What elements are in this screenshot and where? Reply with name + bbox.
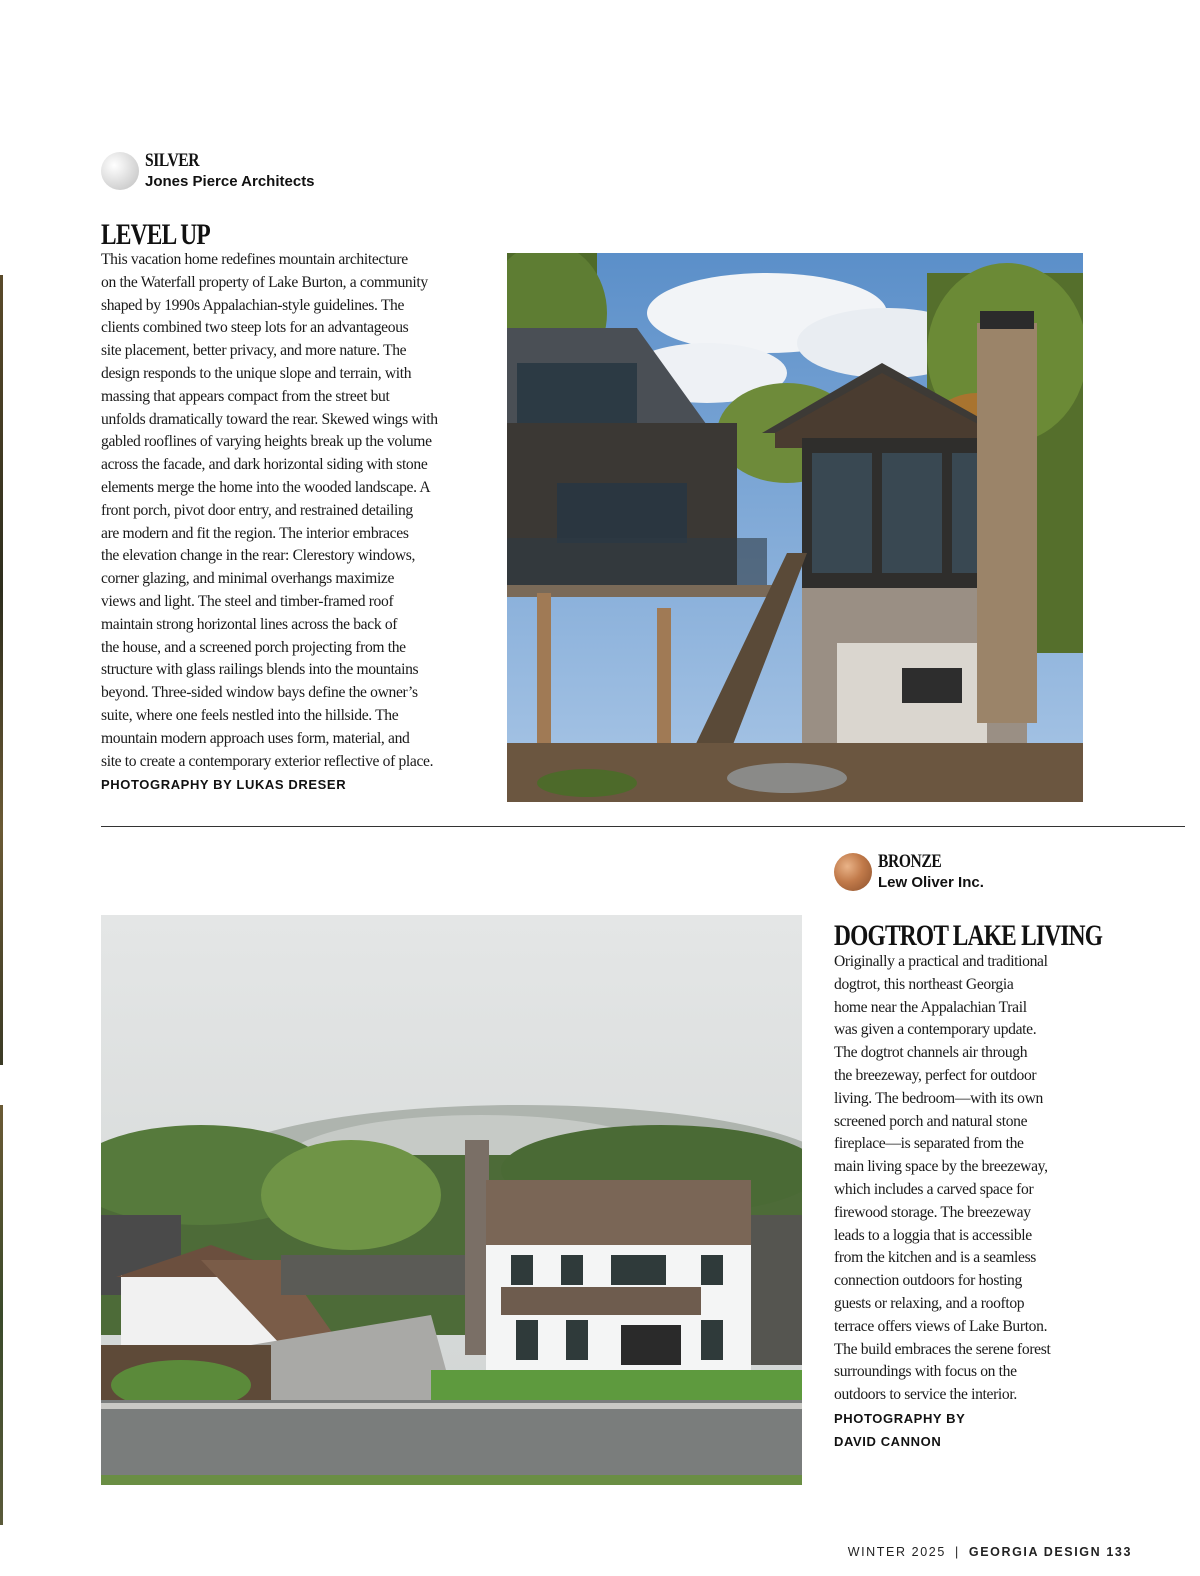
body-line: across the facade, and dark horizontal siding with stone xyxy=(101,456,428,474)
silver-award-header xyxy=(101,150,315,192)
body-line: connection outdoors for hosting xyxy=(834,1272,1022,1290)
page-footer-folio xyxy=(848,1545,1132,1559)
body-line: site to create a contemporary exterior reflective of place. xyxy=(101,752,434,770)
body-line: screened porch and natural stone xyxy=(834,1112,1028,1130)
headline-level-up: LEVEL UP xyxy=(101,218,210,251)
body-line: terrace offers views of Lake Burton. xyxy=(834,1317,1048,1335)
body-line: which includes a carved space for xyxy=(834,1180,1034,1198)
body-line: unfolds dramatically toward the rear. Skewed wings with xyxy=(101,410,438,428)
headline-dogtrot-lake-living: DOGTROT LAKE LIVING xyxy=(834,919,1103,952)
body-line: views and light. The steel and timber-framed roof xyxy=(101,592,394,610)
left-edge-bleed xyxy=(0,275,3,1065)
award-label-bronze: BRONZE xyxy=(878,851,942,872)
body-line: clients combined two steep lots for an advantageous xyxy=(101,319,409,337)
body-line: from the kitchen and is a seamless xyxy=(834,1249,1037,1267)
body-line: firewood storage. The breezeway xyxy=(834,1203,1031,1221)
body-line: main living space by the breezeway, xyxy=(834,1158,1048,1176)
issue-label: WINTER 2025 xyxy=(847,1545,946,1559)
body-line: massing that appears compact from the street but xyxy=(101,387,390,405)
photo-dogtrot-farmhouse xyxy=(101,915,802,1485)
body-line: site placement, better privacy, and more nature. The xyxy=(101,342,407,360)
body-line: structure with glass railings blends into the mountains xyxy=(101,661,419,679)
body-line: outdoors to service the interior. xyxy=(834,1386,1017,1404)
article-body-dogtrot xyxy=(834,951,1134,1453)
body-line: mountain modern approach uses form, material, and xyxy=(101,729,410,747)
body-line: guests or relaxing, and a rooftop xyxy=(834,1294,1025,1312)
page-number: 133 xyxy=(1106,1545,1132,1559)
body-line: dogtrot, this northeast Georgia xyxy=(834,975,1014,993)
body-line: shaped by 1990s Appalachian-style guidelines. The xyxy=(101,296,405,314)
body-line: design responds to the unique slope and terrain, with xyxy=(101,364,412,382)
body-line: the breezeway, perfect for outdoor xyxy=(834,1066,1037,1084)
body-line: This vacation home redefines mountain architecture xyxy=(101,251,408,268)
body-line: maintain strong horizontal lines across the back of xyxy=(101,615,398,633)
body-line: home near the Appalachian Trail xyxy=(834,998,1027,1016)
body-line: living. The bedroom—with its own xyxy=(834,1089,1043,1107)
folio-separator: | xyxy=(954,1545,960,1559)
body-line: on the Waterfall property of Lake Burton, a community xyxy=(101,273,428,291)
body-line: are modern and fit the region. The interior embraces xyxy=(101,524,409,542)
left-edge-bleed-lower xyxy=(0,1105,3,1525)
body-line: Originally a practical and traditional xyxy=(834,953,1048,970)
firm-name-bronze: Lew Oliver Inc. xyxy=(878,874,984,891)
body-line: gabled rooflines of varying heights break up the volume xyxy=(101,433,432,451)
article-body-level-up xyxy=(101,249,491,796)
silver-medal-icon xyxy=(101,152,139,190)
firm-name-silver: Jones Pierce Architects xyxy=(145,173,315,190)
body-line: surroundings with focus on the xyxy=(834,1363,1017,1381)
bronze-medal-icon xyxy=(834,853,872,891)
section-divider xyxy=(101,826,1185,827)
body-line: elements merge the home into the wooded landscape. A xyxy=(101,478,431,496)
body-line: The dogtrot channels air through xyxy=(834,1044,1028,1062)
photo-credit-dogtrot-line-2: DAVID CANNON xyxy=(834,1433,942,1449)
photo-level-up-house xyxy=(507,253,1083,802)
photo-credit-dogtrot-line-1: PHOTOGRAPHY BY xyxy=(834,1410,966,1426)
body-line: front porch, pivot door entry, and restrained detailing xyxy=(101,501,413,519)
body-line: corner glazing, and minimal overhangs maximize xyxy=(101,570,395,588)
body-line: the elevation change in the rear: Clerestory windows, xyxy=(101,547,416,565)
body-line: fireplace—is separated from the xyxy=(834,1135,1024,1153)
publication-name: GEORGIA DESIGN xyxy=(968,1545,1102,1559)
body-line: beyond. Three-sided window bays define the owner’s xyxy=(101,684,418,702)
body-line: was given a contemporary update. xyxy=(834,1021,1037,1039)
body-line: the house, and a screened porch projecting from the xyxy=(101,638,406,656)
award-label-silver: SILVER xyxy=(145,150,200,171)
body-line: leads to a loggia that is accessible xyxy=(834,1226,1032,1244)
body-line: The build embraces the serene forest xyxy=(834,1340,1051,1358)
bronze-award-header xyxy=(834,851,984,893)
body-line: suite, where one feels nestled into the hillside. The xyxy=(101,706,399,724)
photo-credit-level-up: PHOTOGRAPHY BY LUKAS DRESER xyxy=(101,777,347,793)
